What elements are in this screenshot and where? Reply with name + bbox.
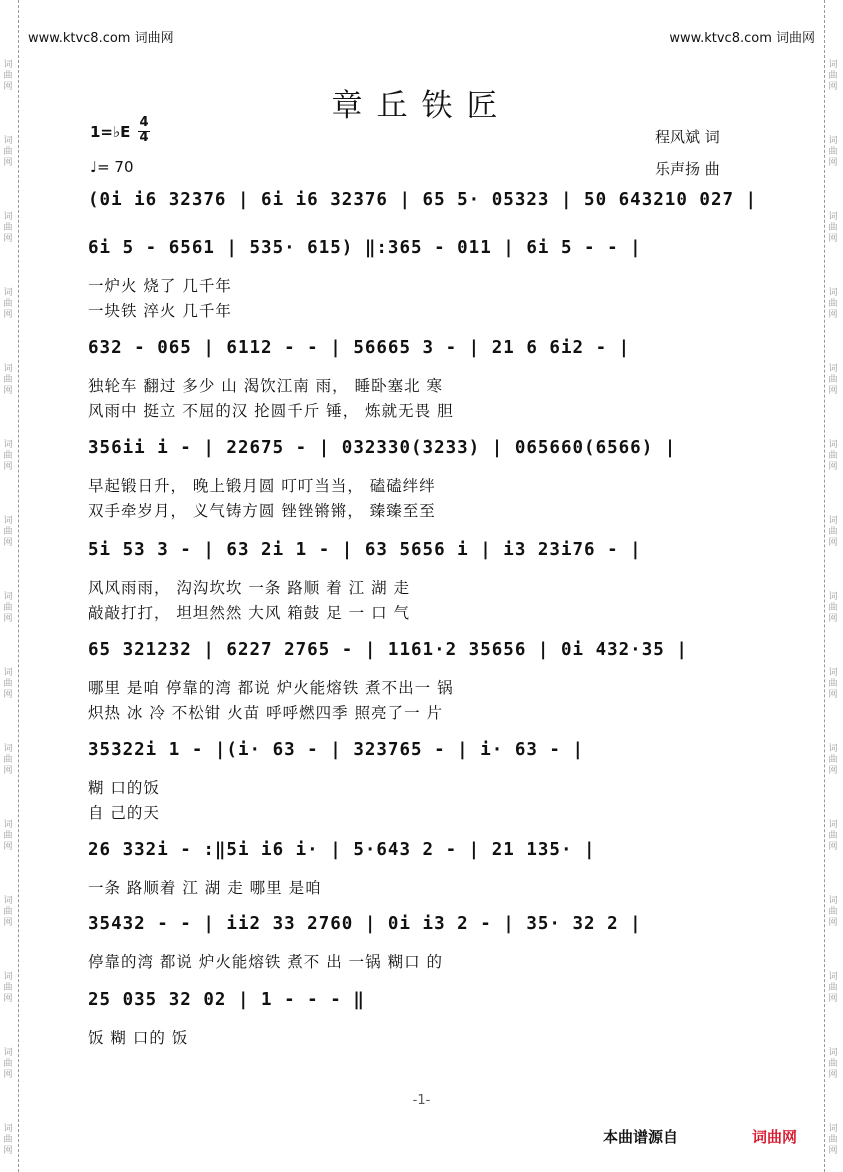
side-watermark: 词曲网 (828, 516, 838, 548)
lyric-line: 炽热 冰 冷 不松钳 火苗 呼呼燃四季 照亮了一 片 (88, 704, 443, 722)
left-margin-strip (0, 0, 19, 1172)
lyric-line: 一炉火 烧了 几千年 (88, 277, 232, 295)
header-site-right[interactable]: www.ktvc8.com 词曲网 (669, 31, 815, 46)
notation-row: 5i 53 3 - | 63 2i 1 - | 63 5656 i | i3 23i76 - | (88, 540, 642, 560)
notation-row: 6i 5 - 6561 | 535· 615) ‖:365 - 011 | 6i 5 - - | (88, 238, 642, 258)
side-watermark: 词曲网 (828, 972, 838, 1004)
side-watermark: 词曲网 (3, 592, 13, 624)
tempo-mark: ♩= 70 (90, 158, 134, 176)
header-site-left[interactable]: www.ktvc8.com 词曲网 (28, 31, 174, 46)
side-watermark: 词曲网 (3, 440, 13, 472)
side-watermark: 词曲网 (3, 60, 13, 92)
notation-row: 35322i 1 - |(i· 63 - | 323765 - | i· 63 - | (88, 740, 585, 760)
side-watermark: 词曲网 (828, 820, 838, 852)
side-watermark: 词曲网 (3, 1048, 13, 1080)
lyric-line: 糊 口的饭 (88, 779, 160, 797)
side-watermark: 词曲网 (828, 668, 838, 700)
lyric-line: 一块铁 淬火 几千年 (88, 302, 232, 320)
footer-brand-link[interactable]: 词曲网 (752, 1128, 798, 1146)
time-signature-top: 4 (139, 115, 149, 130)
side-watermark: 词曲网 (828, 744, 838, 776)
notation-row: 26 332i - :‖5i i6 i· | 5·643 2 - | 21 135· | (88, 840, 596, 860)
lyric-line: 独轮车 翻过 多少 山 渴饮江南 雨， 睡卧塞北 寒 (88, 377, 443, 395)
side-watermark: 词曲网 (828, 1124, 838, 1156)
lyric-line: 饭 糊 口的 饭 (88, 1029, 189, 1047)
side-watermark: 词曲网 (3, 744, 13, 776)
side-watermark: 词曲网 (3, 896, 13, 928)
key-signature: 1=♭E (90, 123, 131, 141)
notation-row: 25 035 32 02 | 1 - - - ‖ (88, 990, 365, 1010)
side-watermark: 词曲网 (828, 288, 838, 320)
side-watermark: 词曲网 (3, 820, 13, 852)
side-watermark: 词曲网 (828, 896, 838, 928)
side-watermark: 词曲网 (828, 364, 838, 396)
side-watermark: 词曲网 (828, 592, 838, 624)
side-watermark: 词曲网 (3, 972, 13, 1004)
side-watermark: 词曲网 (3, 668, 13, 700)
side-watermark: 词曲网 (828, 440, 838, 472)
lyricist-credit: 程风斌 词 (655, 128, 720, 146)
notation-row: (0i i6 32376 | 6i i6 32376 | 65 5· 05323 | 50 643210 027 | (88, 190, 758, 210)
lyric-line: 风风雨雨， 沟沟坎坎 一条 路顺 着 江 湖 走 (88, 579, 410, 597)
lyric-line: 早起锻日升， 晚上锻月圆 叮叮当当， 磕磕绊绊 (88, 477, 436, 495)
notation-row: 35432 - - | ii2 33 2760 | 0i i3 2 - | 35· 32 2 | (88, 914, 642, 934)
side-watermark: 词曲网 (828, 136, 838, 168)
lyric-line: 自 己的天 (88, 804, 160, 822)
lyric-line: 风雨中 挺立 不屈的汉 抡圆千斤 锤， 炼就无畏 胆 (88, 402, 454, 420)
side-watermark: 词曲网 (3, 288, 13, 320)
lyric-line: 敲敲打打， 坦坦然然 大风 箱鼓 足 一 口 气 (88, 604, 410, 622)
side-watermark: 词曲网 (3, 212, 13, 244)
song-title: 章丘铁匠 (331, 88, 512, 124)
notation-row: 356ii i - | 22675 - | 032330(3233) | 065660(6566) | (88, 438, 677, 458)
side-watermark: 词曲网 (3, 136, 13, 168)
lyric-line: 一条 路顺着 江 湖 走 哪里 是咱 (88, 879, 322, 897)
side-watermark: 词曲网 (828, 60, 838, 92)
page-number: -1- (412, 1093, 431, 1108)
lyric-line: 停靠的湾 都说 炉火能熔铁 煮不 出 一锅 糊口 的 (88, 953, 443, 971)
side-watermark: 词曲网 (3, 516, 13, 548)
side-watermark: 词曲网 (828, 212, 838, 244)
notation-row: 632 - 065 | 6112 - - | 56665 3 - | 21 6 6i2 - | (88, 338, 631, 358)
notation-row: 65 321232 | 6227 2765 - | 1161·2 35656 | 0i 432·35 | (88, 640, 688, 660)
side-watermark: 词曲网 (3, 364, 13, 396)
side-watermark: 词曲网 (828, 1048, 838, 1080)
right-margin-strip (824, 0, 843, 1172)
composer-credit: 乐声扬 曲 (655, 160, 720, 178)
lyric-line: 哪里 是咱 停靠的湾 都说 炉火能熔铁 煮不出一 锅 (88, 679, 454, 697)
side-watermark: 词曲网 (3, 1124, 13, 1156)
footer-source-text: 本曲谱源自 (603, 1128, 679, 1146)
lyric-line: 双手牵岁月， 义气铸方圆 锉锉锵锵， 臻臻至至 (88, 502, 436, 520)
time-signature-bottom: 4 (139, 130, 149, 145)
